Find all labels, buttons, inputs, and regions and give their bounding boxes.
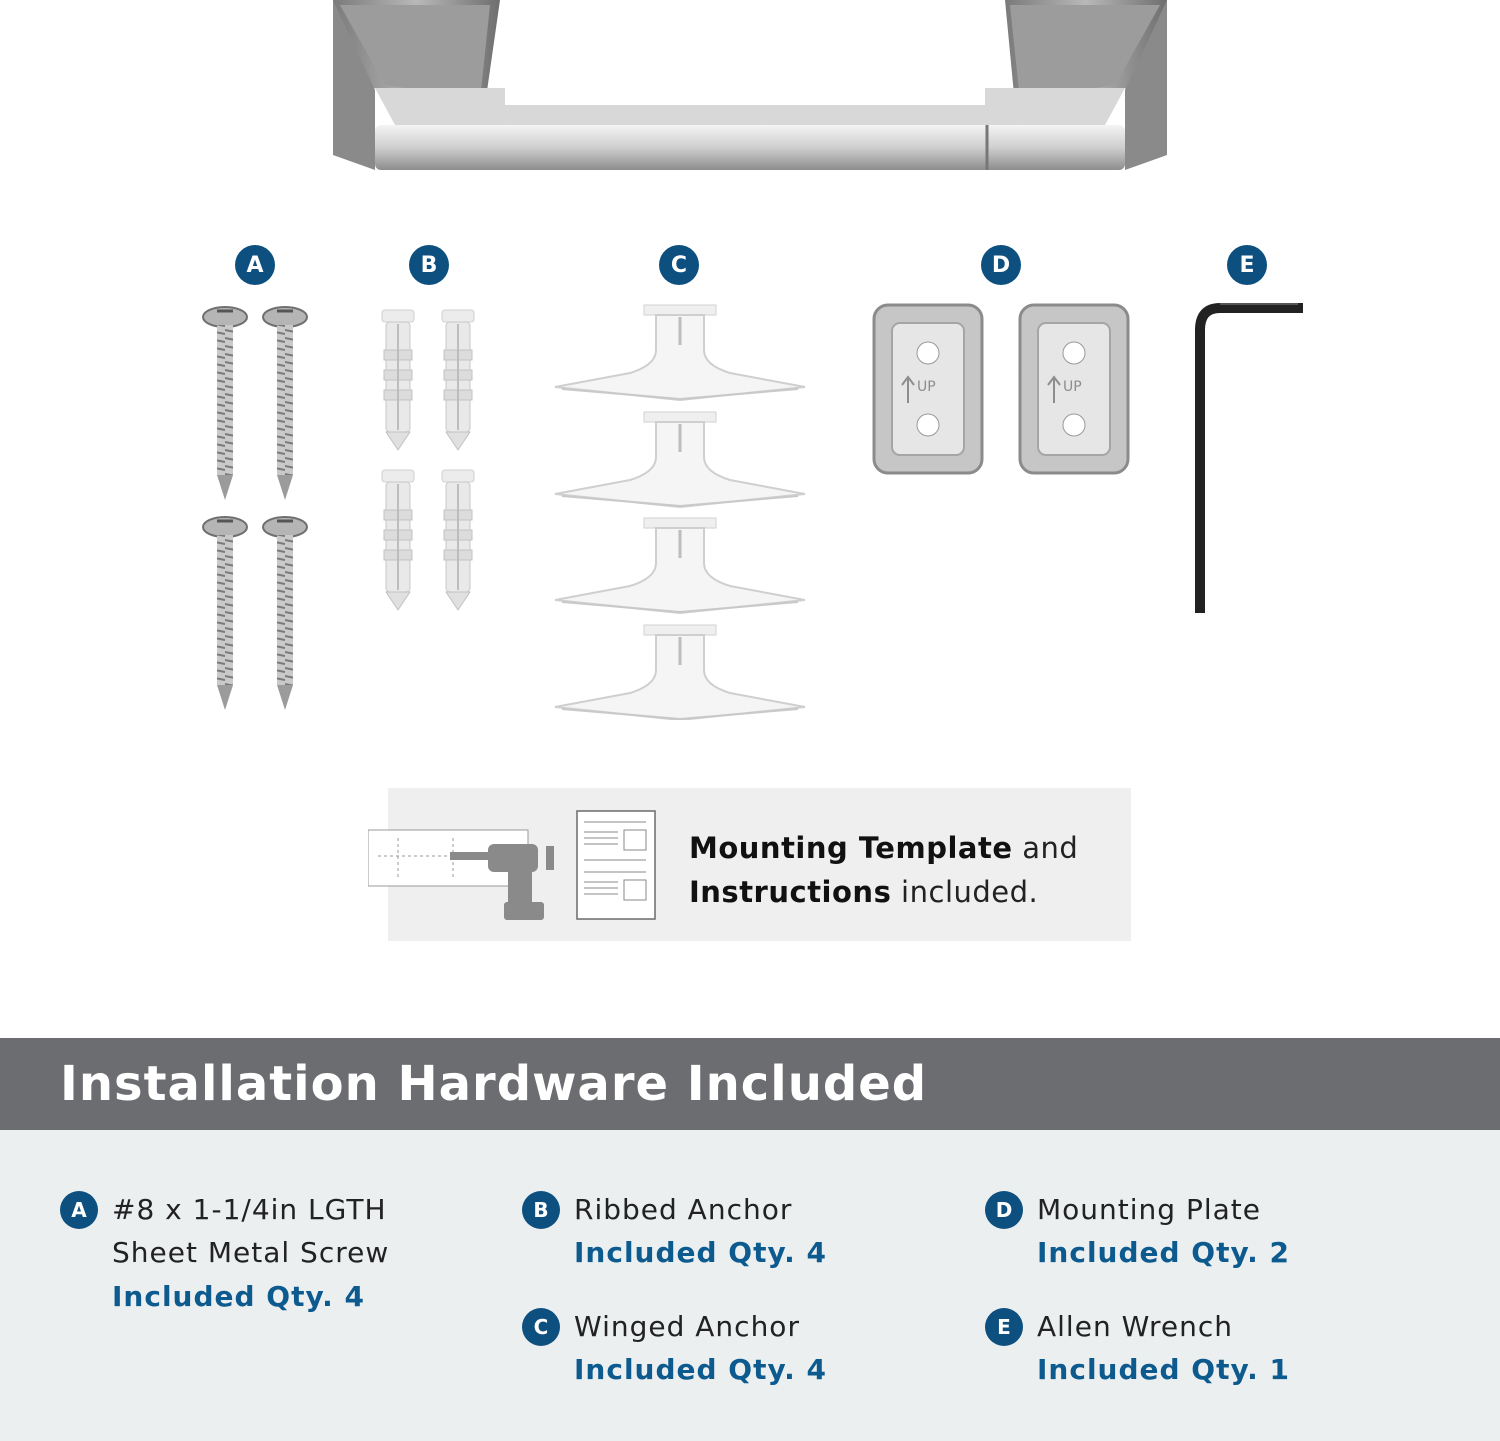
legend-name-d: Mounting Plate <box>1037 1193 1261 1226</box>
drill-icon <box>368 808 558 923</box>
legend-item-e <box>985 1308 1385 1408</box>
legend-item-b <box>522 1191 922 1291</box>
hardware-legend <box>0 1130 1500 1441</box>
badge-c: C <box>659 245 699 285</box>
badge-b: B <box>409 245 449 285</box>
legend-item-a <box>60 1191 460 1331</box>
legend-qty-c: Included Qty. 4 <box>574 1353 828 1386</box>
winged-anchors-illustration <box>550 300 810 720</box>
badge-e: E <box>1227 245 1267 285</box>
up-label-left: UP <box>917 379 936 395</box>
legend-name-a-line1: #8 x 1-1/4in LGTH <box>112 1193 387 1226</box>
template-light-1: and <box>1012 831 1079 865</box>
legend-name-c: Winged Anchor <box>574 1310 800 1343</box>
section-title: Installation Hardware Included <box>60 1056 928 1112</box>
legend-qty-a: Included Qty. 4 <box>112 1280 366 1313</box>
legend-qty-e: Included Qty. 1 <box>1037 1353 1291 1386</box>
legend-qty-d: Included Qty. 2 <box>1037 1236 1291 1269</box>
ribbed-anchors-illustration <box>368 305 493 620</box>
legend-item-d <box>985 1191 1385 1291</box>
legend-name-a-line2: Sheet Metal Screw <box>112 1236 390 1269</box>
legend-name-b: Ribbed Anchor <box>574 1193 793 1226</box>
screws-illustration <box>195 300 315 720</box>
badge-d: D <box>981 245 1021 285</box>
legend-name-e: Allen Wrench <box>1037 1310 1234 1343</box>
template-description <box>689 826 1119 914</box>
legend-badge-b: B <box>522 1191 560 1229</box>
towel-bar-illustration <box>325 0 1175 175</box>
mounting-plate-right <box>1018 303 1130 475</box>
up-label-right: UP <box>1063 379 1082 395</box>
legend-badge-c: C <box>522 1308 560 1346</box>
template-light-2: included. <box>891 875 1039 909</box>
template-bold-1: Mounting Template <box>689 831 1013 865</box>
badge-a: A <box>235 245 275 285</box>
legend-badge-d: D <box>985 1191 1023 1229</box>
legend-badge-a: A <box>60 1191 98 1229</box>
legend-item-c <box>522 1308 922 1408</box>
legend-badge-e: E <box>985 1308 1023 1346</box>
instructions-document-icon <box>576 810 656 920</box>
template-bold-2: Instructions <box>689 875 892 909</box>
mounting-plate-left <box>872 303 984 475</box>
template-banner <box>388 788 1131 941</box>
section-header <box>0 1038 1500 1130</box>
allen-wrench-illustration <box>1190 300 1305 615</box>
legend-qty-b: Included Qty. 4 <box>574 1236 828 1269</box>
